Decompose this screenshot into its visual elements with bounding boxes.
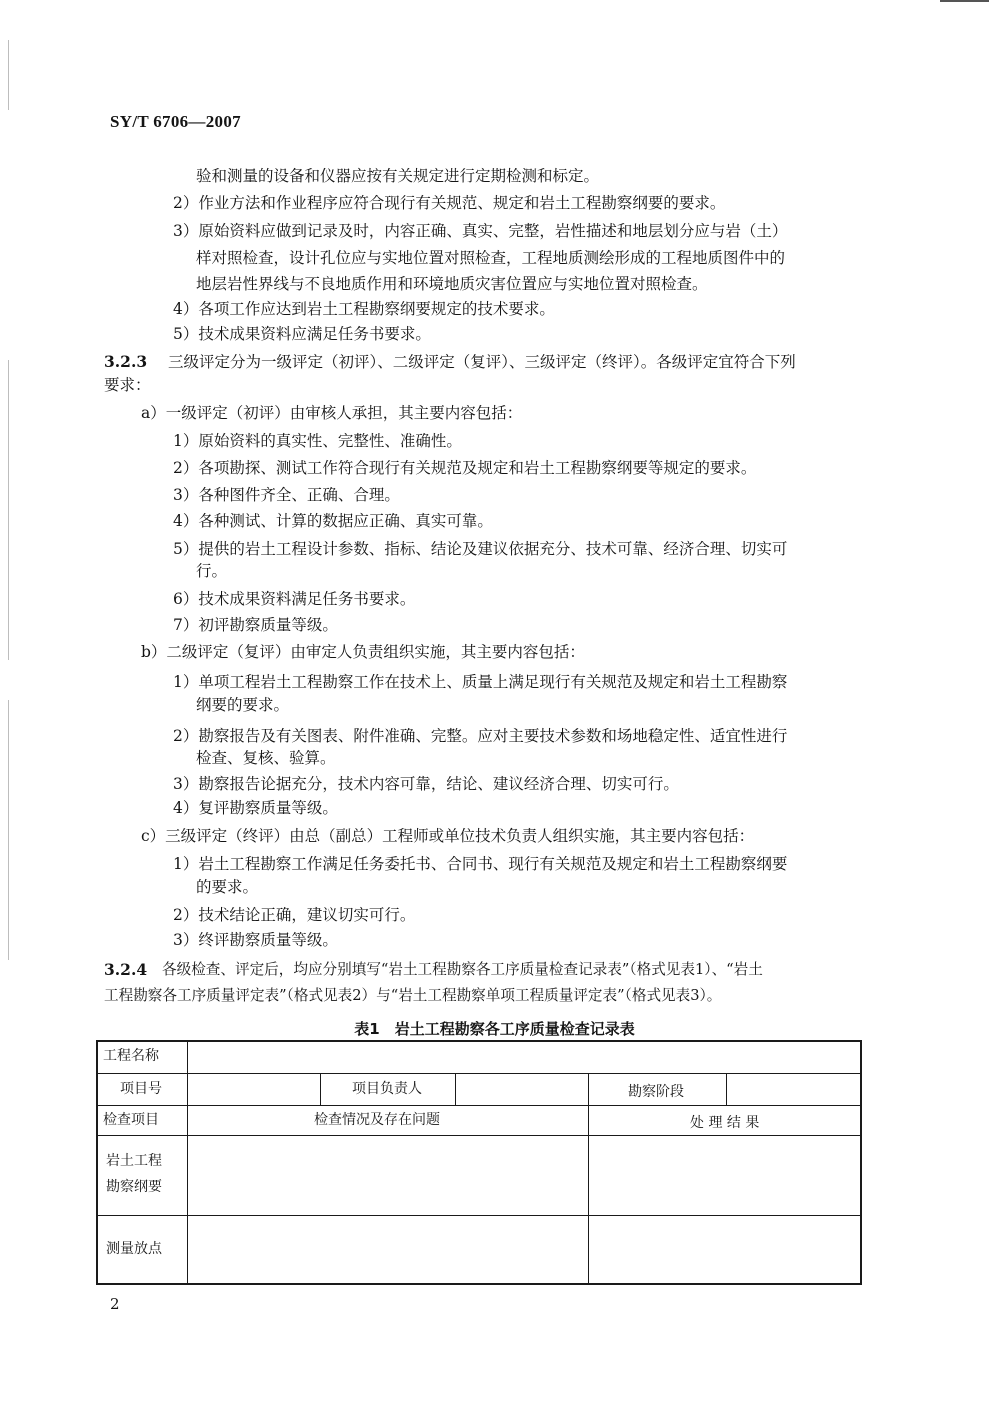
page-number: 2	[110, 1295, 120, 1313]
text-line: 行。	[196, 562, 228, 580]
text-line: 1）原始资料的真实性、完整性、准确性。	[173, 432, 462, 450]
cell-check-item-header: 检查项目	[103, 1112, 159, 1128]
text-line: 纲要的要求。	[196, 696, 290, 714]
table-rule	[187, 1040, 188, 1285]
text-line: 验和测量的设备和仪器应按有关规定进行定期检测和标定。	[196, 167, 600, 185]
scan-edge-line	[8, 40, 9, 110]
text-line: 3）各种图件齐全、正确、合理。	[173, 486, 400, 504]
text-line: 4）复评勘察质量等级。	[173, 799, 338, 817]
table-caption: 表1 岩土工程勘察各工序质量检查记录表	[354, 1020, 635, 1038]
cell-item-no-label: 项目号	[120, 1081, 162, 1097]
text-line: b）二级评定（复评）由审定人负责组织实施，其主要内容包括：	[141, 643, 585, 661]
text-line: 1）单项工程岩土工程勘察工作在技术上、质量上满足现行有关规范及规定和岩土工程勘察	[173, 673, 788, 691]
text-line: 工程勘察各工序质量评定表”（格式见表2）与“岩土工程勘察单项工程质量评定表”（格式见表3）。	[104, 987, 722, 1004]
text-line: 5）技术成果资料应满足任务书要求。	[173, 325, 431, 343]
text-line: c）三级评定（终评）由总（副总）工程师或单位技术负责人组织实施，其主要内容包括：	[141, 827, 755, 845]
table-rule	[96, 1215, 862, 1216]
text-line: 5）提供的岩土工程设计参数、指标、结论及建议依据充分、技术可靠、经济合理、切实可	[173, 540, 788, 558]
cell-result-header: 处 理 结 果	[690, 1115, 760, 1131]
scan-corner-mark	[940, 0, 989, 2]
table-rule	[860, 1040, 862, 1285]
table-rule	[96, 1283, 862, 1285]
section-number: 3.2.3	[104, 352, 148, 371]
table-rule	[96, 1040, 98, 1285]
scan-edge-line	[8, 700, 9, 960]
document-header: SY/T 6706—2007	[110, 112, 241, 131]
scan-edge-line	[8, 360, 9, 660]
text-line: 6）技术成果资料满足任务书要求。	[173, 590, 416, 608]
text-line: 各级检查、评定后，均应分别填写“岩土工程勘察各工序质量检查记录表”（格式见表1）、“岩土	[162, 961, 763, 978]
section-number: 3.2.4	[104, 960, 148, 979]
text-line: 1）岩土工程勘察工作满足任务委托书、合同书、现行有关规范及规定和岩土工程勘察纲要	[173, 855, 788, 873]
cell-item-lead-label: 项目负责人	[352, 1081, 422, 1097]
table-rule	[455, 1073, 456, 1105]
table-rule	[96, 1040, 862, 1042]
cell-row-label: 岩土工程	[106, 1153, 162, 1169]
text-line: 3）原始资料应做到记录及时，内容正确、真实、完整，岩性描述和地层划分应与岩（土）	[173, 222, 788, 240]
text-line: 4）各种测试、计算的数据应正确、真实可靠。	[173, 512, 493, 530]
text-line: 7）初评勘察质量等级。	[173, 616, 338, 634]
text-line: 检查、复核、验算。	[196, 749, 336, 767]
text-line: 2）勘察报告及有关图表、附件准确、完整。应对主要技术参数和场地稳定性、适宜性进行	[173, 727, 788, 745]
cell-row-label: 测量放点	[106, 1241, 162, 1257]
text-line: 三级评定分为一级评定（初评）、二级评定（复评）、三级评定（终评）。各级评定宜符合下列	[168, 353, 796, 371]
text-line: 3）终评勘察质量等级。	[173, 931, 338, 949]
table-rule	[96, 1105, 862, 1106]
text-line: 2）作业方法和作业程序应符合现行有关规范、规定和岩土工程勘察纲要的要求。	[173, 194, 726, 212]
cell-check-status-header: 检查情况及存在问题	[314, 1112, 440, 1128]
text-line: 3）勘察报告论据充分，技术内容可靠，结论、建议经济合理、切实可行。	[173, 775, 679, 793]
table-rule	[320, 1073, 321, 1105]
table-rule	[96, 1073, 862, 1074]
text-line: 的要求。	[196, 878, 259, 896]
text-line: 4）各项工作应达到岩土工程勘察纲要规定的技术要求。	[173, 300, 555, 318]
text-line: 要求：	[104, 376, 151, 394]
text-line: 2）技术结论正确，建议切实可行。	[173, 906, 416, 924]
text-line: 样对照检查，设计孔位应与实地位置对照检查，工程地质测绘形成的工程地质图件中的	[196, 249, 786, 267]
table-rule	[96, 1135, 862, 1136]
text-line: a）一级评定（初评）由审核人承担，其主要内容包括：	[141, 404, 523, 422]
table-rule	[588, 1073, 589, 1285]
text-line: 2）各项勘探、测试工作符合现行有关规范及规定和岩土工程勘察纲要等规定的要求。	[173, 459, 757, 477]
text-line: 地层岩性界线与不良地质作用和环境地质灾害位置应与实地位置对照检查。	[196, 275, 708, 293]
cell-stage-label: 勘察阶段	[628, 1084, 684, 1100]
table-rule	[726, 1073, 727, 1105]
cell-row-label: 勘察纲要	[106, 1179, 162, 1195]
cell-project-name-label: 工程名称	[103, 1048, 159, 1064]
